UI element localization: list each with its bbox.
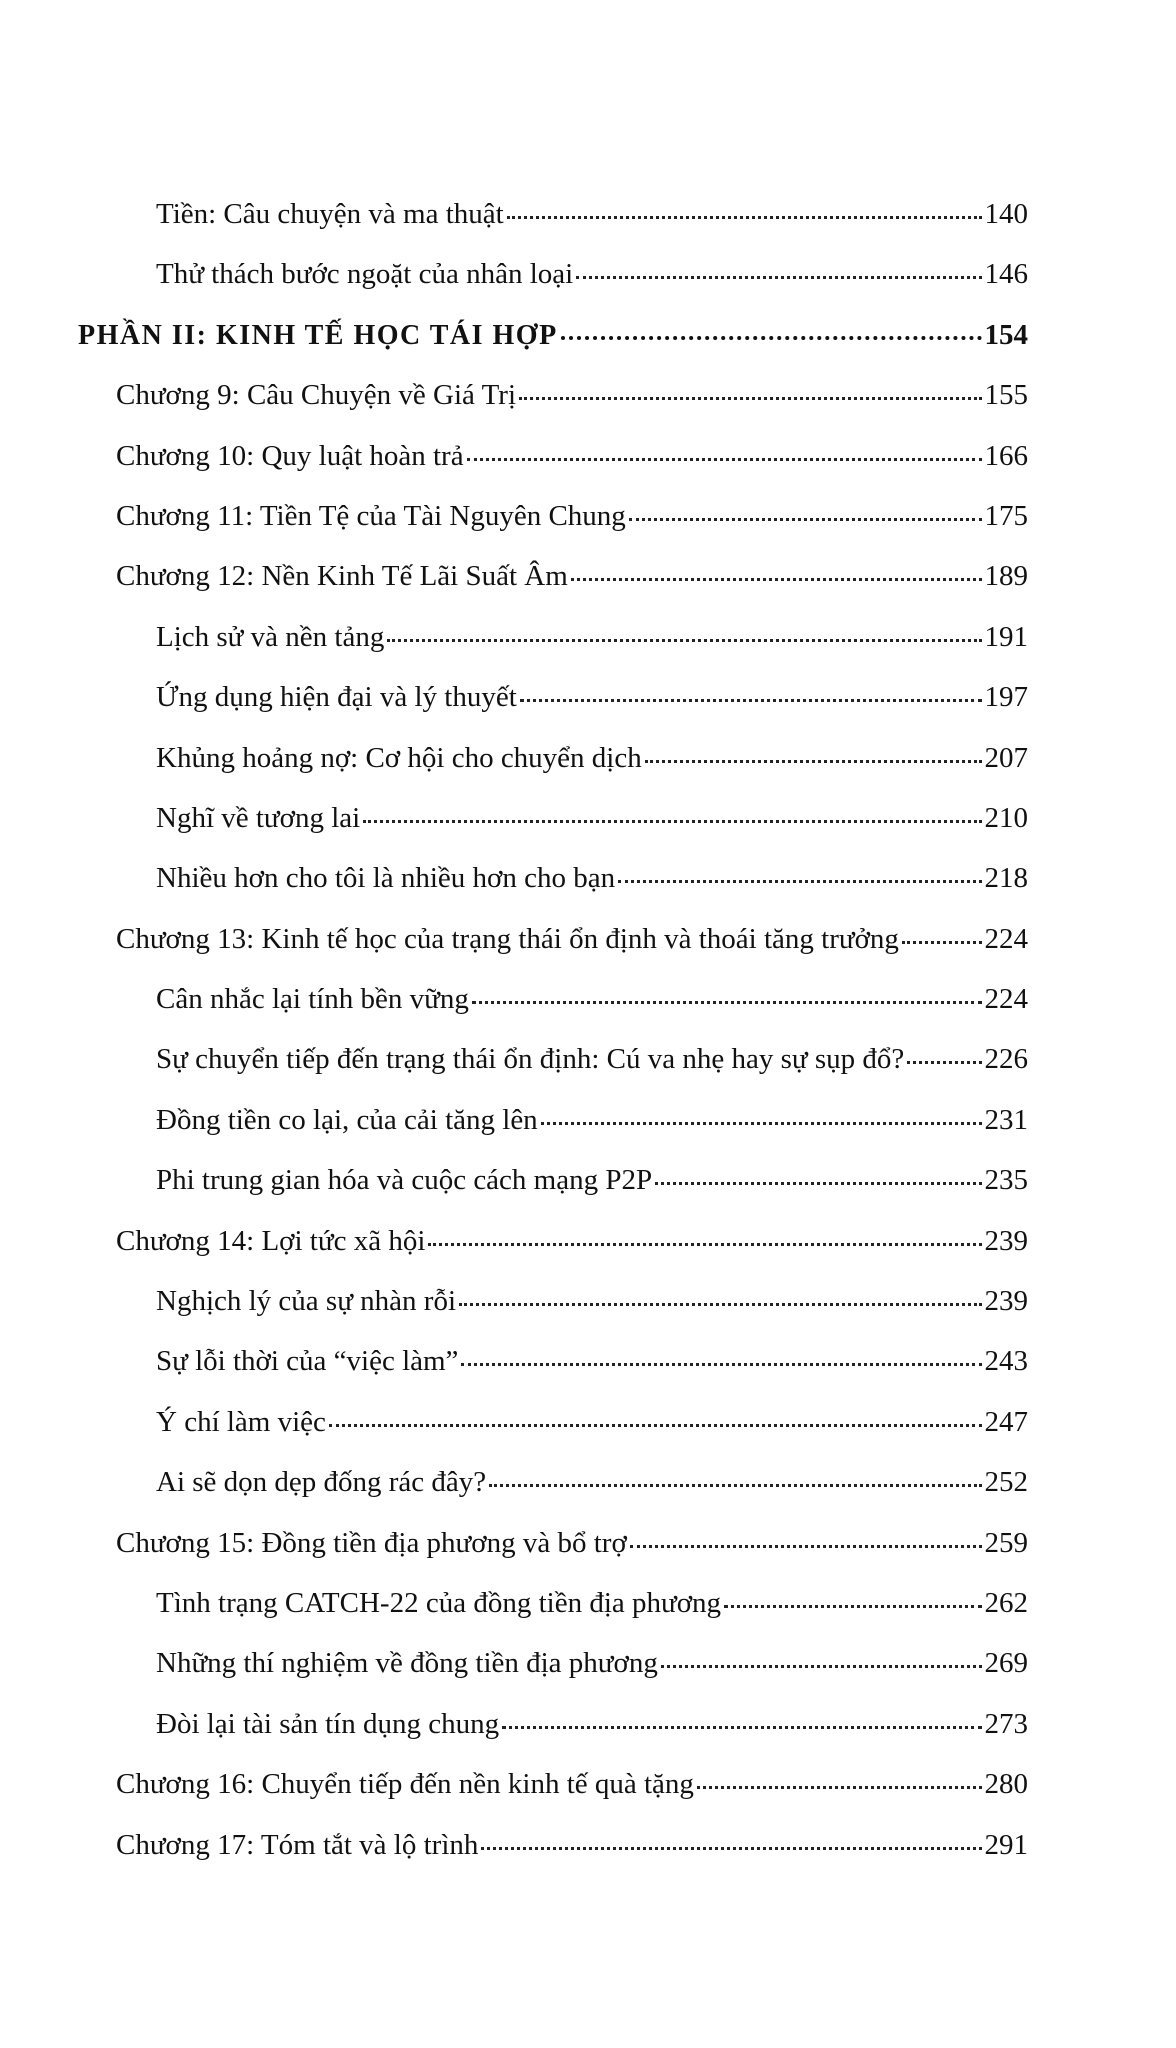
toc-entry — [0, 607, 1176, 667]
entry-page-number: 247 — [984, 1405, 1028, 1438]
entry-title: Cân nhắc lại tính bền vững — [156, 983, 469, 1016]
toc-entry — [0, 1392, 1176, 1452]
entry-title: Phi trung gian hóa và cuộc cách mạng P2P — [156, 1164, 653, 1197]
entry-page-number: 175 — [984, 499, 1028, 532]
toc-entry — [0, 728, 1176, 788]
entry-title: Tình trạng CATCH-22 của đồng tiền địa phương — [156, 1586, 722, 1619]
dot-leader — [472, 999, 982, 1004]
toc-entry — [0, 1331, 1176, 1391]
dot-leader — [902, 939, 982, 944]
dot-leader — [618, 878, 981, 883]
entry-page-number: 259 — [984, 1526, 1028, 1559]
toc-entry — [0, 1694, 1176, 1754]
toc-entry — [0, 184, 1176, 244]
dot-leader — [541, 1120, 982, 1125]
toc-chapter — [0, 365, 1176, 425]
toc-chapter — [0, 486, 1176, 546]
entry-title: Sự lỗi thời của “việc làm” — [156, 1345, 459, 1378]
entry-page-number: 218 — [984, 862, 1028, 895]
toc-entry — [0, 1633, 1176, 1693]
toc-entry — [0, 667, 1176, 727]
toc-entry — [0, 1452, 1176, 1512]
toc-chapter — [0, 546, 1176, 606]
entry-title: Chương 16: Chuyển tiếp đến nền kinh tế quà tặng — [116, 1768, 694, 1801]
toc-chapter — [0, 426, 1176, 486]
entry-title: Khủng hoảng nợ: Cơ hội cho chuyển dịch — [156, 741, 642, 774]
toc-entry — [0, 1029, 1176, 1089]
entry-page-number: 207 — [984, 741, 1028, 774]
entry-page-number: 280 — [984, 1768, 1028, 1801]
dot-leader — [519, 395, 981, 400]
entry-page-number: 235 — [984, 1164, 1028, 1197]
entry-title: Chương 9: Câu Chuyện về Giá Trị — [116, 379, 517, 412]
entry-page-number: 146 — [984, 258, 1028, 291]
toc-entry — [0, 1150, 1176, 1210]
dot-leader — [507, 214, 982, 219]
dot-leader — [697, 1784, 982, 1789]
toc-entry — [0, 1271, 1176, 1331]
entry-title: Nghĩ về tương lai — [156, 801, 361, 834]
entry-title: Nhiều hơn cho tôi là nhiều hơn cho bạn — [156, 862, 616, 895]
entry-title: Chương 13: Kinh tế học của trạng thái ổn định và thoái tăng trưởng — [116, 922, 899, 955]
toc-entry — [0, 244, 1176, 304]
toc-chapter — [0, 1211, 1176, 1271]
toc-entry — [0, 969, 1176, 1029]
entry-title: Những thí nghiệm về đồng tiền địa phương — [156, 1647, 658, 1680]
dot-leader — [502, 1724, 981, 1729]
entry-page-number: 226 — [984, 1043, 1028, 1076]
entry-page-number: 239 — [984, 1285, 1028, 1318]
entry-page-number: 224 — [984, 922, 1028, 955]
toc-chapter — [0, 909, 1176, 969]
dot-leader — [459, 1301, 981, 1306]
entry-page-number: 291 — [984, 1828, 1028, 1861]
dot-leader — [645, 758, 982, 763]
entry-title: Nghịch lý của sự nhàn rỗi — [156, 1285, 457, 1318]
toc-part-heading — [0, 305, 1176, 365]
dot-leader — [661, 1663, 982, 1668]
entry-page-number: 140 — [984, 198, 1028, 230]
dot-leader — [629, 516, 982, 521]
dot-leader — [387, 637, 981, 642]
entry-title: Chương 17: Tóm tắt và lộ trình — [116, 1828, 479, 1861]
entry-title: Ứng dụng hiện đại và lý thuyết — [156, 681, 517, 714]
entry-page-number: 191 — [984, 620, 1028, 653]
dot-leader — [724, 1603, 981, 1608]
entry-page-number: 224 — [984, 983, 1028, 1016]
entry-page-number: 273 — [984, 1707, 1028, 1740]
dot-leader — [630, 1543, 982, 1548]
entry-page-number: 262 — [984, 1586, 1028, 1619]
toc-entry — [0, 1090, 1176, 1150]
dot-leader — [363, 818, 981, 823]
dot-leader — [520, 697, 982, 702]
dot-leader — [561, 334, 982, 340]
dot-leader — [489, 1482, 981, 1487]
entry-page-number: 243 — [984, 1345, 1028, 1378]
entry-title: Đòi lại tài sản tín dụng chung — [156, 1707, 500, 1740]
entry-title: Ý chí làm việc — [156, 1405, 326, 1438]
entry-title: Sự chuyển tiếp đến trạng thái ổn định: Cú va nhẹ hay sự sụp đổ? — [156, 1043, 905, 1076]
dot-leader — [467, 456, 982, 461]
entry-title: Chương 11: Tiền Tệ của Tài Nguyên Chung — [116, 499, 626, 532]
entry-title: Tiền: Câu chuyện và ma thuật — [156, 198, 504, 230]
entry-title: Chương 14: Lợi tức xã hội — [116, 1224, 426, 1257]
entry-page-number: 166 — [984, 439, 1028, 472]
toc-chapter — [0, 1754, 1176, 1814]
entry-page-number: 239 — [984, 1224, 1028, 1257]
toc-chapter — [0, 1513, 1176, 1573]
entry-page-number: 189 — [984, 560, 1028, 593]
dot-leader — [576, 274, 981, 279]
toc-entry — [0, 788, 1176, 848]
entry-page-number: 210 — [984, 801, 1028, 834]
entry-title: Lịch sử và nền tảng — [156, 620, 385, 653]
dot-leader — [571, 576, 982, 581]
entry-title: Chương 15: Đồng tiền địa phương và bổ trợ — [116, 1526, 627, 1559]
table-of-contents — [0, 184, 1176, 1875]
entry-page-number: 252 — [984, 1466, 1028, 1499]
entry-page-number: 155 — [984, 379, 1028, 412]
entry-title: PHẦN II: KINH TẾ HỌC TÁI HỢP — [78, 319, 558, 351]
entry-title: Đồng tiền co lại, của cải tăng lên — [156, 1103, 538, 1136]
entry-title: Chương 12: Nền Kinh Tế Lãi Suất Âm — [116, 560, 568, 593]
entry-title: Chương 10: Quy luật hoàn trả — [116, 439, 464, 472]
entry-page-number: 231 — [984, 1103, 1028, 1136]
dot-leader — [655, 1180, 981, 1185]
entry-title: Ai sẽ dọn dẹp đống rác đây? — [156, 1466, 487, 1499]
entry-title: Thử thách bước ngoặt của nhân loại — [156, 258, 574, 291]
entry-page-number: 154 — [984, 318, 1028, 351]
dot-leader — [428, 1241, 981, 1246]
toc-chapter — [0, 1815, 1176, 1875]
dot-leader — [907, 1059, 981, 1064]
dot-leader — [329, 1422, 982, 1427]
dot-leader — [461, 1361, 981, 1366]
toc-entry — [0, 848, 1176, 908]
toc-entry — [0, 1573, 1176, 1633]
entry-page-number: 197 — [984, 681, 1028, 714]
entry-page-number: 269 — [984, 1647, 1028, 1680]
dot-leader — [481, 1845, 981, 1850]
